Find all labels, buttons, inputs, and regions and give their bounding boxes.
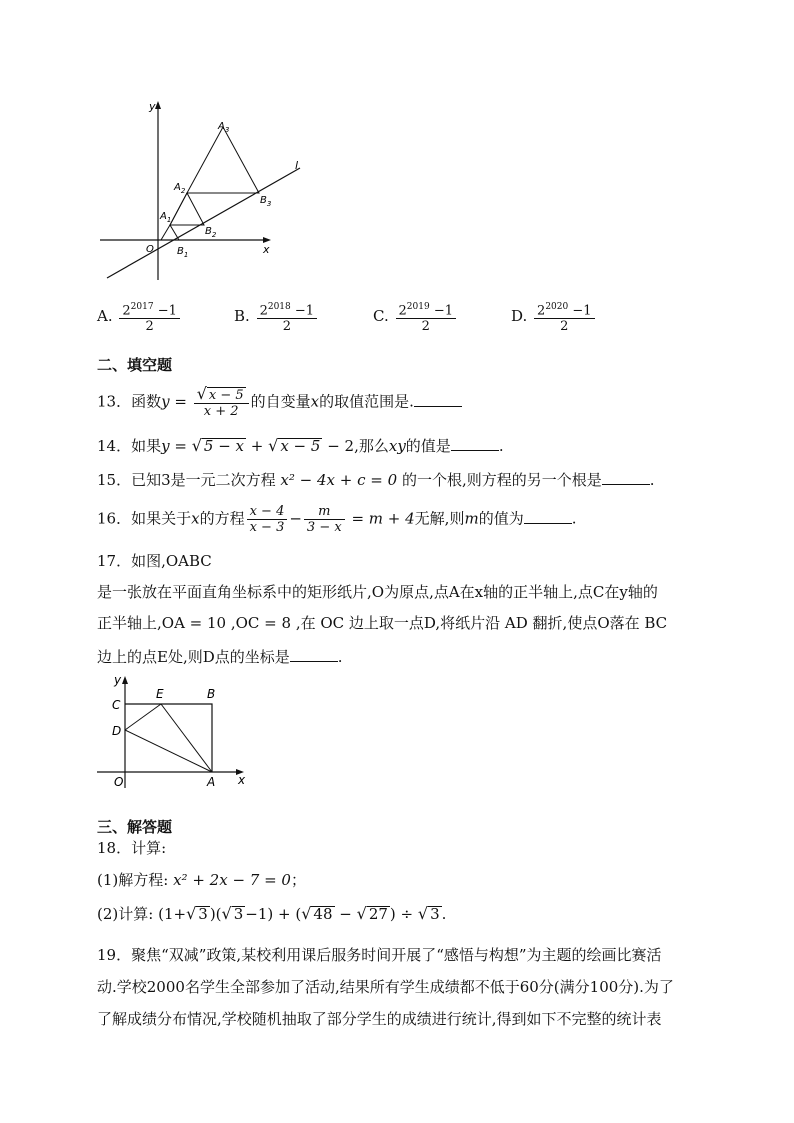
triangle-1 bbox=[161, 225, 179, 240]
segment-da bbox=[125, 730, 212, 772]
question-17-line-2: 是一张放在平面直角坐标系中的矩形纸片,O为原点,点A在x轴的正半轴上,点C在y轴的 bbox=[97, 583, 658, 601]
answer-blank-13[interactable] bbox=[414, 391, 462, 407]
option-a[interactable]: A. $\frac{2^{2017} -1}{2}$ bbox=[97, 300, 182, 334]
question-19-line-3: 了解成绩分布情况,学校随机抽取了部分学生的成绩进行统计,得到如下不完整的统计表 bbox=[97, 1010, 662, 1028]
figure-triangles bbox=[95, 95, 315, 290]
option-c[interactable]: C. $\frac{2^{2019} -1}{2}$ bbox=[373, 300, 458, 334]
question-19-line-1: 19．聚焦“双减”政策,某校利用课后服务时间开展了“感悟与构想”为主题的绘画比赛活 bbox=[97, 946, 662, 964]
label-b1: $B_1$ bbox=[177, 246, 189, 259]
question-14: 14．如果y = √ 5 − x + √ x − 5 − 2,那么xy的值是 . bbox=[97, 436, 504, 455]
label-y: y bbox=[149, 100, 156, 113]
answer-blank-14[interactable] bbox=[451, 435, 499, 451]
label-c: C bbox=[112, 698, 121, 712]
label-x: x bbox=[238, 773, 246, 787]
question-19-line-2: 动.学校2000名学生全部参加了活动,结果所有学生成绩都不低于60分(满分100分).为了 bbox=[97, 978, 674, 996]
section-heading-solve: 三、解答题 bbox=[97, 818, 173, 836]
label-b3: $B_3$ bbox=[260, 195, 272, 208]
y-axis-arrow bbox=[122, 676, 128, 684]
question-18-part-2: (2)计算: (1+√ 3 )(√ 3 −1) + (√ 48 − √ 27 ) ÷ √ 3 . bbox=[97, 904, 447, 923]
answer-blank-17[interactable] bbox=[290, 646, 338, 662]
section-heading-fill-blank: 二、填空题 bbox=[97, 356, 173, 374]
y-axis-arrow bbox=[155, 101, 161, 109]
label-b: B bbox=[207, 687, 216, 701]
question-18-part-1: (1)解方程: x² + 2x − 7 = 0； bbox=[97, 871, 306, 889]
label-x: x bbox=[263, 243, 270, 256]
label-o: O bbox=[146, 244, 154, 255]
label-a3: $A_3$ bbox=[218, 121, 230, 134]
question-17-line-1: 17．如图,OABC bbox=[97, 552, 212, 570]
triangle-3 bbox=[187, 127, 259, 193]
label-a1: $A_1$ bbox=[160, 211, 172, 224]
answer-blank-16[interactable] bbox=[524, 508, 572, 524]
label-a2: $A_2$ bbox=[174, 182, 186, 195]
label-a: A bbox=[207, 775, 216, 789]
segment-ea bbox=[161, 704, 212, 772]
question-13: 13．函数y = $\frac{√ x - 5}{x + 2}$ 的自变量x的取值范围是. bbox=[97, 386, 462, 419]
label-o: O bbox=[114, 775, 124, 789]
label-e: E bbox=[156, 687, 164, 701]
answer-blank-15[interactable] bbox=[602, 469, 650, 485]
option-b[interactable]: B. $\frac{2^{2018} -1}{2}$ bbox=[234, 300, 319, 334]
label-b2: $B_2$ bbox=[205, 226, 217, 239]
label-d: D bbox=[112, 724, 122, 738]
triangle-2 bbox=[170, 193, 204, 225]
figure-rectangle bbox=[92, 670, 252, 795]
segment-de bbox=[125, 704, 161, 730]
label-y: y bbox=[114, 673, 122, 687]
question-15: 15．已知3是一元二次方程 x² − 4x + c = 0 的一个根,则方程的另一个根是 . bbox=[97, 471, 655, 489]
question-18-title: 18．计算: bbox=[97, 839, 167, 857]
question-17-line-4: 边上的点E处,则D点的坐标是 . bbox=[97, 648, 343, 666]
option-d[interactable]: D. $\frac{2^{2020} -1}{2}$ bbox=[511, 300, 597, 334]
question-16: 16．如果关于x的方程 $\frac{x - 4}{x - 3}$ − $\frac{m}{3 - x}$ = m + 4无解,则m的值为 . bbox=[97, 504, 577, 535]
label-l: l bbox=[295, 159, 299, 172]
question-17-line-3: 正半轴上,OA = 10 ,OC = 8 ,在 OC 边上取一点D,将纸片沿 AD 翻折,使点O落在 BC bbox=[97, 614, 668, 632]
